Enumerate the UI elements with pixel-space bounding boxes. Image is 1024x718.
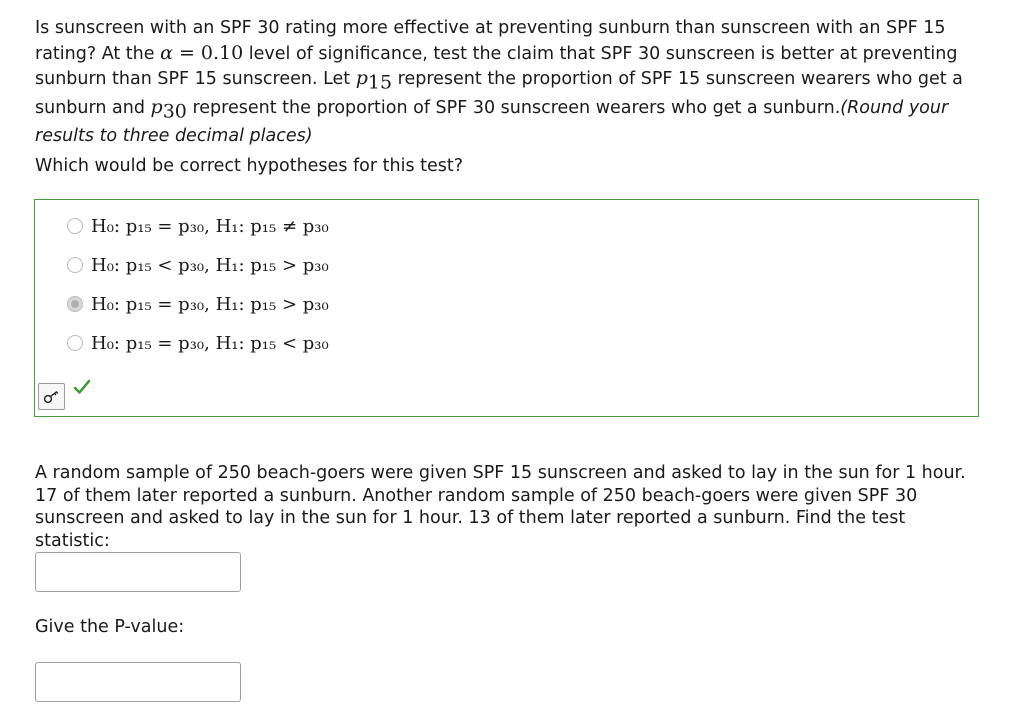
answer-box bbox=[34, 199, 979, 417]
option-4[interactable] bbox=[67, 331, 329, 355]
key-button[interactable] bbox=[38, 383, 65, 410]
question-text: Is sunscreen with an SPF 30 rating more effective at preventing sunburn than sunscreen with an SPF 15 rating? At the α = 0.10 level of significance, test the claim that SPF 30 sunscreen is better at preventing sunburn than SPF 15 sunscreen. Let $p_{15}$ represent the proportion of SPF 15 sunscreen wearers who get a sunburn and $p_{30}$ represent the proportion of SPF 30 sunscreen wearers who get a sunburn.(Round your results to three decimal places) bbox=[35, 18, 963, 146]
pvalue-prompt: Give the P-value: bbox=[35, 617, 185, 637]
radio-button-selected[interactable] bbox=[67, 296, 83, 312]
option-label: H₀: p₁₅ = p₃₀, H₁: p₁₅ ≠ p₃₀ bbox=[91, 215, 329, 237]
radio-button[interactable] bbox=[67, 257, 83, 273]
option-1[interactable] bbox=[67, 214, 329, 238]
option-3[interactable] bbox=[67, 292, 329, 316]
pvalue-input[interactable] bbox=[35, 662, 241, 702]
option-label: H₀: p₁₅ = p₃₀, H₁: p₁₅ > p₃₀ bbox=[91, 293, 329, 315]
test-statistic-input[interactable] bbox=[35, 552, 241, 592]
radio-button[interactable] bbox=[67, 335, 83, 351]
hypotheses-prompt: Which would be correct hypotheses for this test? bbox=[35, 156, 464, 176]
option-label: H₀: p₁₅ = p₃₀, H₁: p₁₅ < p₃₀ bbox=[91, 332, 329, 354]
option-2[interactable] bbox=[67, 253, 329, 277]
option-label: H₀: p₁₅ < p₃₀, H₁: p₁₅ > p₃₀ bbox=[91, 254, 329, 276]
check-icon bbox=[73, 379, 91, 395]
radio-button[interactable] bbox=[67, 218, 83, 234]
question-2-text: A random sample of 250 beach-goers were given SPF 15 sunscreen and asked to lay in the sun for 1 hour. 17 of them later reported a sunburn. Another random sample of 250 beach-goers were given SPF 30 sunscreen and asked to lay in the sun for 1 hour. 13 of them later reported a sunburn. Find the test statistic: bbox=[35, 463, 966, 551]
key-icon bbox=[43, 390, 61, 404]
